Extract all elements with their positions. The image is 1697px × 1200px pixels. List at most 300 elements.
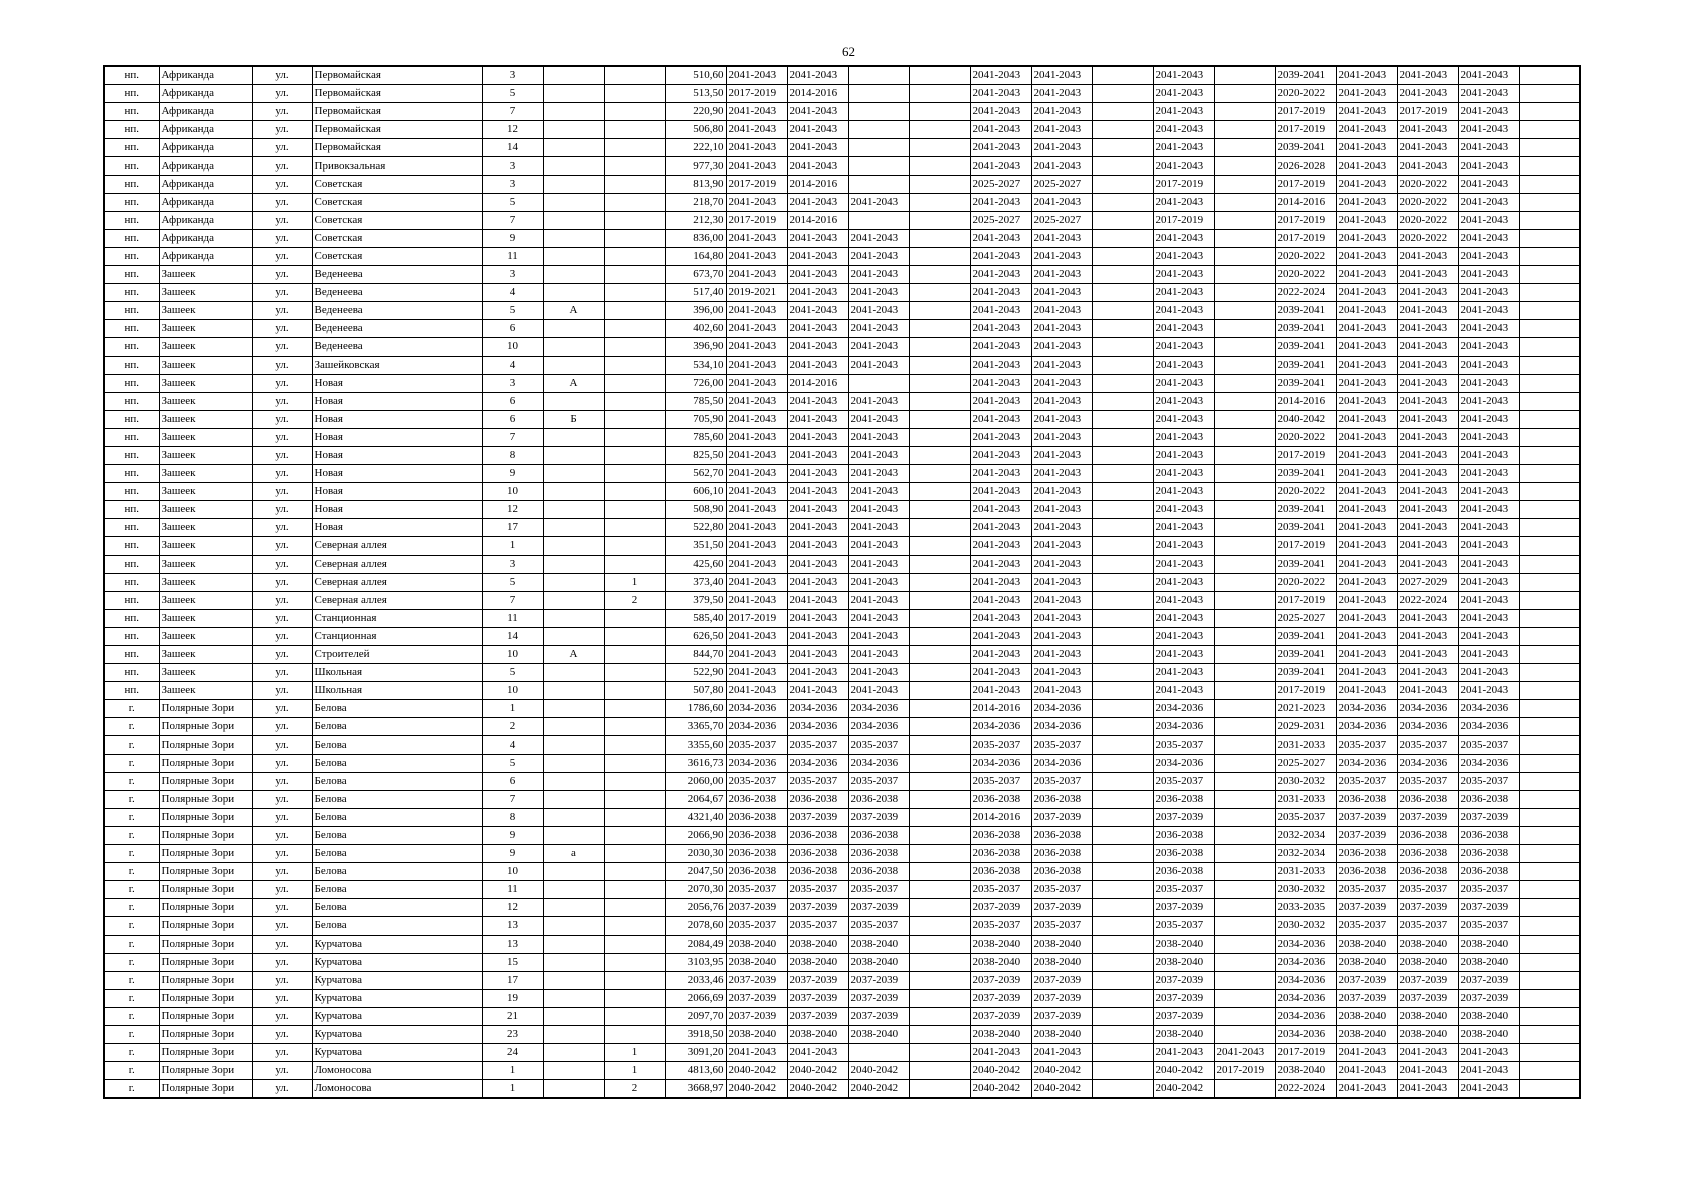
table-cell: 2020-2022	[1275, 266, 1336, 284]
table-cell: 2041-2043	[787, 501, 848, 519]
table-cell: Зашеек	[159, 627, 252, 645]
table-cell: 2041-2043	[1153, 66, 1214, 85]
table-cell: 2036-2038	[787, 845, 848, 863]
table-cell	[543, 736, 604, 754]
table-cell	[1092, 175, 1153, 193]
table-cell	[848, 85, 909, 103]
table-cell: 2041-2043	[787, 1044, 848, 1062]
table-cell: г.	[104, 1025, 159, 1043]
table-cell: 222,10	[665, 139, 726, 157]
table-cell	[604, 428, 665, 446]
table-cell: 2020-2022	[1397, 229, 1458, 247]
table-cell: 585,40	[665, 609, 726, 627]
table-row	[104, 790, 1580, 808]
table-row	[104, 356, 1580, 374]
table-cell: 2035-2037	[1031, 772, 1092, 790]
table-cell: 2041-2043	[1153, 392, 1214, 410]
table-cell	[909, 1080, 970, 1099]
table-cell	[1092, 266, 1153, 284]
table-cell	[909, 519, 970, 537]
table-cell: 2036-2038	[1397, 863, 1458, 881]
table-cell	[543, 392, 604, 410]
table-cell	[909, 66, 970, 85]
table-cell	[909, 917, 970, 935]
table-cell: 2036-2038	[1336, 790, 1397, 808]
table-cell	[909, 591, 970, 609]
table-cell: 2070,30	[665, 881, 726, 899]
table-cell: 2041-2043	[1458, 682, 1519, 700]
table-cell	[543, 356, 604, 374]
table-row	[104, 935, 1580, 953]
table-cell	[909, 646, 970, 664]
table-cell: 12	[482, 501, 543, 519]
table-cell	[543, 247, 604, 265]
table-cell: 2020-2022	[1275, 428, 1336, 446]
table-cell: 2041-2043	[1336, 338, 1397, 356]
table-cell: 2035-2037	[848, 772, 909, 790]
table-cell: 2041-2043	[970, 157, 1031, 175]
table-cell: ул.	[252, 881, 312, 899]
table-cell: 2041-2043	[1336, 537, 1397, 555]
table-cell: 2041-2043	[1458, 646, 1519, 664]
table-cell	[604, 266, 665, 284]
table-cell: 2037-2039	[726, 971, 787, 989]
table-cell: 2040-2042	[726, 1062, 787, 1080]
table-cell: 2035-2037	[1458, 917, 1519, 935]
table-cell: 2	[482, 718, 543, 736]
table-cell: 2041-2043	[726, 193, 787, 211]
table-cell: 2036-2038	[1397, 790, 1458, 808]
table-cell: 2041-2043	[1397, 284, 1458, 302]
table-cell: 2041-2043	[1153, 446, 1214, 464]
table-cell: Строителей	[312, 646, 482, 664]
table-cell: Африканда	[159, 175, 252, 193]
table-cell: 2041-2043	[1031, 121, 1092, 139]
table-cell	[543, 103, 604, 121]
table-cell-empty	[1519, 338, 1580, 356]
table-cell: 2034-2036	[970, 754, 1031, 772]
table-cell: 2039-2041	[1275, 356, 1336, 374]
table-cell: 4	[482, 736, 543, 754]
table-cell: 2041-2043	[726, 139, 787, 157]
table-cell: Полярные Зори	[159, 1007, 252, 1025]
table-cell: 2039-2041	[1275, 374, 1336, 392]
table-cell: 2039-2041	[1275, 66, 1336, 85]
repair-schedule-table	[103, 65, 1581, 1099]
table-cell: 2041-2043	[726, 157, 787, 175]
table-cell: 522,90	[665, 664, 726, 682]
table-cell-empty	[1519, 863, 1580, 881]
table-cell	[604, 446, 665, 464]
table-cell	[1092, 229, 1153, 247]
table-cell: 2041-2043	[1031, 374, 1092, 392]
table-cell: 2034-2036	[1336, 700, 1397, 718]
table-cell	[1092, 247, 1153, 265]
table-cell: Курчатова	[312, 953, 482, 971]
table-cell	[543, 211, 604, 229]
table-row	[104, 1007, 1580, 1025]
table-cell	[1092, 664, 1153, 682]
table-cell: 2037-2039	[1153, 899, 1214, 917]
table-cell: 2038-2040	[848, 935, 909, 953]
table-cell: 2041-2043	[848, 446, 909, 464]
table-cell: 2017-2019	[1397, 103, 1458, 121]
table-row	[104, 374, 1580, 392]
table-cell: 2040-2042	[848, 1062, 909, 1080]
table-cell-empty	[1519, 1025, 1580, 1043]
table-cell: 2041-2043	[848, 609, 909, 627]
table-cell: Привокзальная	[312, 157, 482, 175]
table-cell: нп.	[104, 646, 159, 664]
table-cell	[604, 175, 665, 193]
table-cell: 2037-2039	[726, 899, 787, 917]
table-cell	[909, 483, 970, 501]
table-cell: Африканда	[159, 229, 252, 247]
table-cell	[1092, 989, 1153, 1007]
table-cell: 2032-2034	[1275, 826, 1336, 844]
table-cell-empty	[1519, 537, 1580, 555]
table-cell: 396,90	[665, 338, 726, 356]
table-row	[104, 103, 1580, 121]
table-cell: ул.	[252, 157, 312, 175]
table-cell: 4	[482, 284, 543, 302]
table-cell: 2038-2040	[1458, 1025, 1519, 1043]
table-cell: ул.	[252, 392, 312, 410]
table-cell: Зашеек	[159, 573, 252, 591]
table-cell	[909, 446, 970, 464]
table-cell: 2041-2043	[848, 356, 909, 374]
table-cell-empty	[1519, 953, 1580, 971]
table-cell	[1092, 320, 1153, 338]
table-cell	[1092, 392, 1153, 410]
table-cell	[1092, 772, 1153, 790]
table-cell: 2041-2043	[1458, 627, 1519, 645]
table-cell	[1092, 66, 1153, 85]
table-cell: 2020-2022	[1275, 573, 1336, 591]
table-cell-empty	[1519, 845, 1580, 863]
table-cell: 2034-2036	[1275, 989, 1336, 1007]
table-cell: 2037-2039	[1336, 989, 1397, 1007]
table-cell: нп.	[104, 338, 159, 356]
table-cell	[543, 1025, 604, 1043]
table-cell: 2041-2043	[1397, 519, 1458, 537]
table-cell	[1214, 284, 1275, 302]
table-cell	[604, 103, 665, 121]
table-cell: 2040-2042	[848, 1080, 909, 1099]
table-cell: ул.	[252, 501, 312, 519]
table-cell: 2041-2043	[970, 320, 1031, 338]
table-cell: 2041-2043	[1031, 483, 1092, 501]
table-cell: 2038-2040	[970, 953, 1031, 971]
table-row	[104, 139, 1580, 157]
table-cell	[604, 790, 665, 808]
table-cell: 2036-2038	[726, 863, 787, 881]
table-cell: 2041-2043	[1031, 646, 1092, 664]
table-cell: ул.	[252, 537, 312, 555]
table-cell: Полярные Зори	[159, 1080, 252, 1099]
table-cell-empty	[1519, 157, 1580, 175]
table-cell	[1214, 428, 1275, 446]
table-cell: Веденеева	[312, 266, 482, 284]
table-cell: Полярные Зори	[159, 754, 252, 772]
table-cell: 2034-2036	[726, 700, 787, 718]
table-cell: 836,00	[665, 229, 726, 247]
table-cell: 2038-2040	[970, 935, 1031, 953]
table-cell: 2041-2043	[970, 410, 1031, 428]
table-cell	[543, 121, 604, 139]
table-cell: 2036-2038	[1458, 790, 1519, 808]
table-cell: 2041-2043	[848, 320, 909, 338]
table-cell: 425,60	[665, 555, 726, 573]
table-cell: 2017-2019	[1275, 211, 1336, 229]
table-cell: 2038-2040	[1397, 953, 1458, 971]
table-cell	[909, 428, 970, 446]
table-cell: 2041-2043	[1458, 302, 1519, 320]
table-cell: 2041-2043	[726, 501, 787, 519]
table-cell: Курчатова	[312, 935, 482, 953]
table-cell: 379,50	[665, 591, 726, 609]
table-cell: 2041-2043	[1397, 465, 1458, 483]
table-cell: 2038-2040	[848, 1025, 909, 1043]
table-cell	[543, 953, 604, 971]
table-cell-empty	[1519, 428, 1580, 446]
table-cell: Новая	[312, 392, 482, 410]
table-cell: 17	[482, 519, 543, 537]
table-cell-empty	[1519, 917, 1580, 935]
table-cell: 510,60	[665, 66, 726, 85]
table-cell: ул.	[252, 374, 312, 392]
table-cell: 2041-2043	[726, 103, 787, 121]
table-cell	[543, 139, 604, 157]
table-cell: 1	[604, 1044, 665, 1062]
table-cell: 2041-2043	[1458, 664, 1519, 682]
table-cell	[543, 627, 604, 645]
table-cell: Полярные Зори	[159, 881, 252, 899]
table-cell: Новая	[312, 428, 482, 446]
table-cell: 2041-2043	[787, 465, 848, 483]
table-cell: нп.	[104, 175, 159, 193]
table-cell: 2034-2036	[1153, 700, 1214, 718]
table-cell	[1214, 302, 1275, 320]
table-cell: Б	[543, 410, 604, 428]
table-cell-empty	[1519, 555, 1580, 573]
table-cell: 2041-2043	[787, 247, 848, 265]
table-cell: Зашеек	[159, 284, 252, 302]
table-cell	[848, 139, 909, 157]
table-cell: 2041-2043	[1458, 157, 1519, 175]
table-cell: 2041-2043	[726, 66, 787, 85]
table-cell: 2041-2043	[1031, 465, 1092, 483]
table-cell: 2038-2040	[848, 953, 909, 971]
table-cell: 2037-2039	[970, 971, 1031, 989]
table-cell: 7	[482, 103, 543, 121]
table-cell	[543, 483, 604, 501]
table-cell: нп.	[104, 284, 159, 302]
table-cell: 2041-2043	[787, 483, 848, 501]
table-row	[104, 718, 1580, 736]
table-row	[104, 302, 1580, 320]
table-cell: 2037-2039	[1336, 808, 1397, 826]
table-cell: ул.	[252, 483, 312, 501]
table-cell: Белова	[312, 772, 482, 790]
table-cell: 2041-2043	[848, 266, 909, 284]
table-cell: 2041-2043	[787, 121, 848, 139]
table-cell: 5	[482, 302, 543, 320]
table-cell: 2036-2038	[787, 863, 848, 881]
table-cell: 2041-2043	[1458, 1062, 1519, 1080]
table-cell: 2040-2042	[1031, 1080, 1092, 1099]
table-cell: г.	[104, 1062, 159, 1080]
table-cell: 3616,73	[665, 754, 726, 772]
table-cell: Африканда	[159, 85, 252, 103]
table-cell: 2041-2043	[787, 664, 848, 682]
table-cell: 2041-2043	[787, 627, 848, 645]
table-cell	[543, 501, 604, 519]
table-cell: 2038-2040	[1397, 935, 1458, 953]
table-cell: 2034-2036	[726, 754, 787, 772]
table-cell: 2040-2042	[1153, 1062, 1214, 1080]
table-cell-empty	[1519, 374, 1580, 392]
table-cell: 2041-2043	[1031, 446, 1092, 464]
table-cell: Африканда	[159, 157, 252, 175]
table-cell: 2038-2040	[1031, 953, 1092, 971]
table-cell: 2041-2043	[1153, 284, 1214, 302]
table-cell: 14	[482, 627, 543, 645]
table-cell	[604, 881, 665, 899]
table-row	[104, 193, 1580, 211]
table-cell	[1214, 356, 1275, 374]
table-cell	[1092, 157, 1153, 175]
table-cell: 2041-2043	[1336, 157, 1397, 175]
table-cell	[604, 935, 665, 953]
table-cell: 2035-2037	[726, 917, 787, 935]
table-cell	[909, 1044, 970, 1062]
table-cell: Северная аллея	[312, 537, 482, 555]
table-row	[104, 772, 1580, 790]
table-row	[104, 121, 1580, 139]
table-cell: 2041-2043	[1458, 1044, 1519, 1062]
table-cell: 2041-2043	[1153, 193, 1214, 211]
table-cell	[543, 1080, 604, 1099]
table-cell: Зашеек	[159, 410, 252, 428]
table-cell	[604, 1025, 665, 1043]
table-cell: 2041-2043	[848, 465, 909, 483]
table-cell: 2041-2043	[1153, 266, 1214, 284]
table-cell: Белова	[312, 917, 482, 935]
table-cell: 2041-2043	[1031, 157, 1092, 175]
table-cell	[604, 519, 665, 537]
table-cell: Африканда	[159, 66, 252, 85]
table-cell: 2041-2043	[1336, 284, 1397, 302]
table-cell: 2036-2038	[1397, 845, 1458, 863]
table-cell	[909, 501, 970, 519]
table-cell: 2041-2043	[1336, 465, 1397, 483]
table-cell: 1	[482, 1080, 543, 1099]
table-row	[104, 664, 1580, 682]
table-cell: 2041-2043	[1031, 501, 1092, 519]
table-cell: 2041-2043	[726, 446, 787, 464]
table-row	[104, 465, 1580, 483]
table-cell: 513,50	[665, 85, 726, 103]
table-cell: 2017-2019	[726, 175, 787, 193]
table-cell: 2041-2043	[1153, 247, 1214, 265]
table-cell: 2034-2036	[848, 754, 909, 772]
table-cell: 2041-2043	[1031, 682, 1092, 700]
table-cell: 2041-2043	[787, 591, 848, 609]
table-cell: 5	[482, 664, 543, 682]
table-cell: нп.	[104, 229, 159, 247]
table-cell: 2041-2043	[1397, 501, 1458, 519]
table-cell	[1214, 664, 1275, 682]
table-cell: 2035-2037	[848, 881, 909, 899]
table-cell	[543, 682, 604, 700]
table-cell: 2035-2037	[970, 736, 1031, 754]
table-cell: 2036-2038	[787, 790, 848, 808]
table-cell: 10	[482, 483, 543, 501]
table-cell: Новая	[312, 410, 482, 428]
page-number: 62	[842, 44, 855, 59]
table-row	[104, 519, 1580, 537]
table-cell: 2041-2043	[1153, 519, 1214, 537]
table-cell-empty	[1519, 193, 1580, 211]
table-cell: ул.	[252, 338, 312, 356]
table-cell: 2041-2043	[1397, 446, 1458, 464]
table-cell	[604, 284, 665, 302]
table-cell: Полярные Зори	[159, 790, 252, 808]
table-cell: Белова	[312, 845, 482, 863]
table-cell: 5	[482, 573, 543, 591]
table-cell: ул.	[252, 863, 312, 881]
table-cell: 2041-2043	[1153, 591, 1214, 609]
table-cell: 5	[482, 85, 543, 103]
table-cell: 2035-2037	[1153, 917, 1214, 935]
table-cell: 2041-2043	[787, 609, 848, 627]
table-cell: 705,90	[665, 410, 726, 428]
table-cell: 3	[482, 175, 543, 193]
table-cell-empty	[1519, 627, 1580, 645]
table-cell	[543, 899, 604, 917]
table-cell: г.	[104, 1007, 159, 1025]
table-cell: 3	[482, 555, 543, 573]
table-cell: 2041-2043	[726, 121, 787, 139]
table-cell: 2041-2043	[726, 320, 787, 338]
table-cell	[1092, 573, 1153, 591]
table-cell	[1092, 682, 1153, 700]
table-cell: 2041-2043	[848, 338, 909, 356]
table-cell: 2041-2043	[1458, 392, 1519, 410]
table-cell	[1214, 66, 1275, 85]
table-cell: 2041-2043	[1153, 356, 1214, 374]
table-cell	[543, 754, 604, 772]
table-cell: г.	[104, 790, 159, 808]
table-cell: 2041-2043	[1336, 229, 1397, 247]
table-cell: Курчатова	[312, 1025, 482, 1043]
table-cell	[543, 446, 604, 464]
table-cell: 2039-2041	[1275, 519, 1336, 537]
table-cell-empty	[1519, 736, 1580, 754]
table-cell: Зашеек	[159, 519, 252, 537]
table-cell	[543, 1062, 604, 1080]
table-cell: 2025-2027	[970, 211, 1031, 229]
table-cell	[604, 700, 665, 718]
table-cell: 2017-2019	[1275, 446, 1336, 464]
table-cell: 2041-2043	[1397, 247, 1458, 265]
table-cell: 2040-2042	[1153, 1080, 1214, 1099]
table-cell	[1092, 845, 1153, 863]
table-cell: 2041-2043	[1031, 428, 1092, 446]
table-cell: ул.	[252, 211, 312, 229]
table-cell: 3103,95	[665, 953, 726, 971]
